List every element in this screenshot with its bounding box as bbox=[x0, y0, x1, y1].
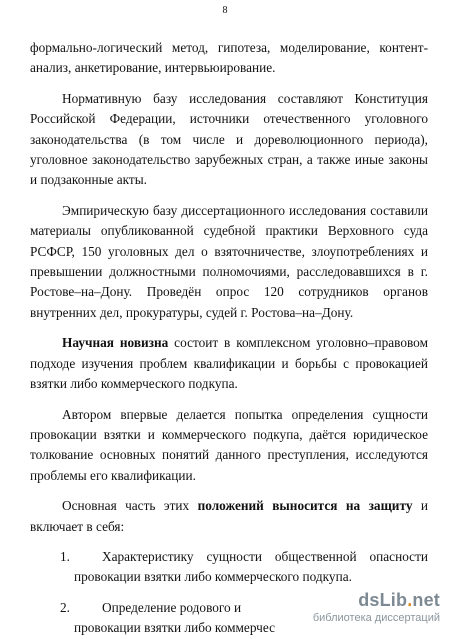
paragraph-normative-base: Нормативную базу исследования составляют Конституция Российской Федерации, источники отечественного уголовного законодательства (в том числе и дореволюционного периода), уголовное законодательство зарубежных стран, а также иные законы и подзаконные акты. bbox=[30, 90, 428, 188]
paragraph-scientific-novelty bbox=[30, 333, 428, 394]
dslib-logo bbox=[310, 590, 440, 612]
paragraph-methods-tail: формально-логический метод, гипотеза, моделирование, контент-анализ, анкетирование, интервьюирование. bbox=[30, 40, 428, 76]
dslib-watermark bbox=[300, 590, 440, 630]
list-item-first-line: Определение родового и bbox=[102, 599, 242, 615]
logo-main-text: dsLib bbox=[358, 590, 408, 610]
list-item-rest: провокации взятки либо коммерческого подкупа. bbox=[74, 569, 352, 585]
defense-intro-b: и включает в себя: bbox=[30, 498, 428, 534]
novelty-text: состоит в комплексном уголовно–правовом подходе изучения проблем квалификации и борьбы с провокацией взятки либо коммерческого подкупа. bbox=[30, 335, 428, 392]
body-text bbox=[30, 38, 428, 639]
paragraph-defense-intro bbox=[30, 496, 428, 537]
logo-dot: . bbox=[407, 590, 413, 610]
logo-tld-text: net bbox=[412, 590, 440, 610]
list-item-rest: провокации взятки либо коммерчес bbox=[74, 620, 275, 636]
paragraph-author-attempt: Автором впервые делается попытка определения сущности провокации взятки и коммерческого подкупа, даётся юридическое толкование основных понятий данного преступления, исследуются проблемы его квалификации. bbox=[30, 406, 428, 483]
list-item-first-line: Характеристику сущности общественной опасности bbox=[102, 548, 428, 564]
list-item bbox=[30, 547, 428, 588]
defense-intro-bold: положений выносится на защиту bbox=[197, 498, 413, 514]
defense-intro-a: Основная часть этих bbox=[62, 498, 198, 514]
dslib-subtitle: библиотека диссертаций bbox=[312, 612, 440, 624]
novelty-heading: Научная новизна bbox=[62, 335, 169, 351]
list-number: 1. bbox=[60, 548, 70, 564]
paragraph-empirical-base: Эмпирическую базу диссертационного исследования составили материалы опубликованной судебной практики Верховного суда РСФСР, 150 уголовных дел о взяточничестве, злоупотреблениях и превышении должностными полномочиями, расследовавшихся в г. Ростове–на–Дону. Проведён опрос 120 сотрудников органов внутренних дел, прокуратуры, судей г. Ростова–на–Дону. bbox=[30, 202, 428, 320]
page-number: 8 bbox=[222, 5, 228, 16]
list-number: 2. bbox=[60, 599, 70, 615]
